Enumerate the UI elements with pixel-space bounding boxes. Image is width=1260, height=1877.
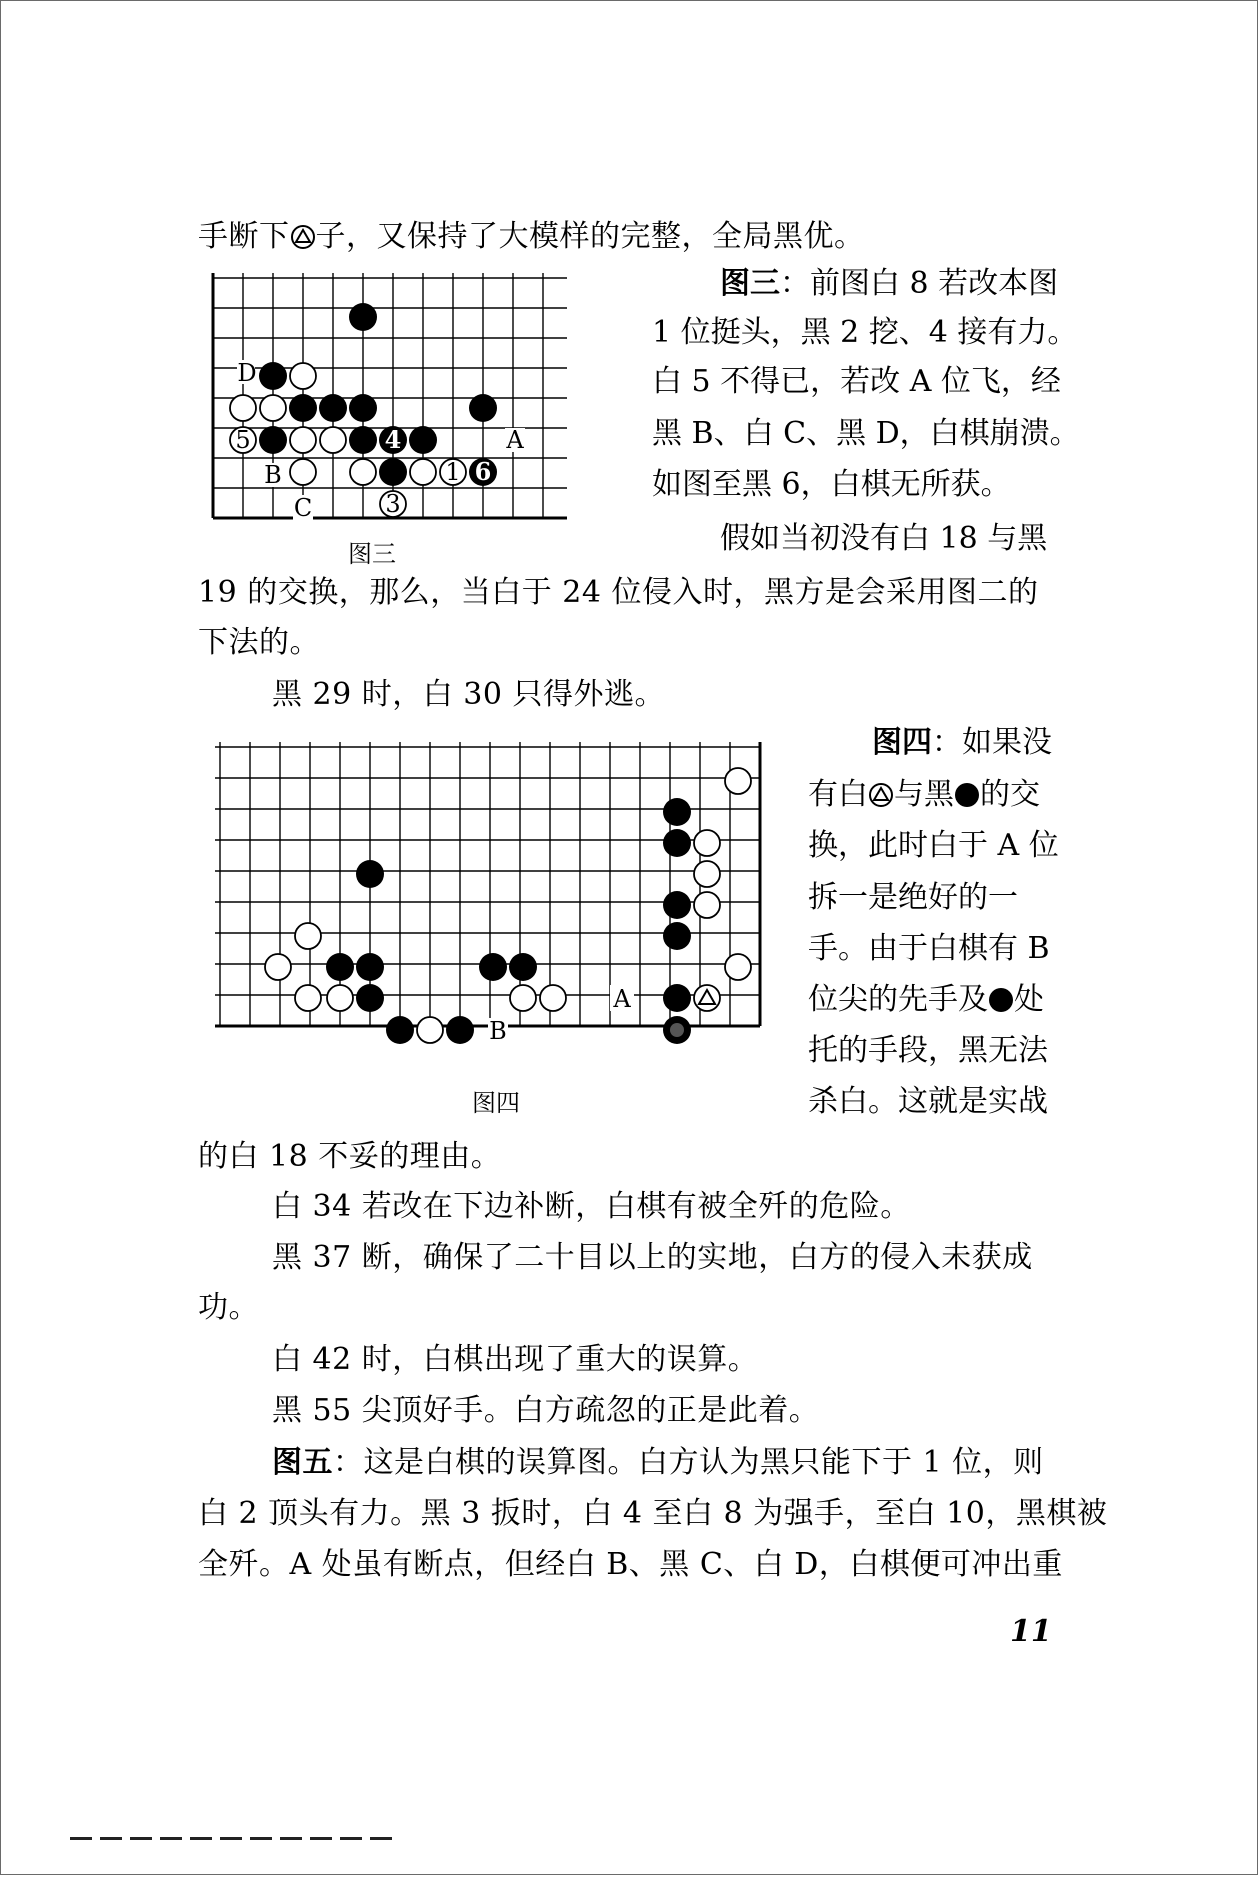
text-line-29: 黑 29 时，白 30 只得外逃。 [272,677,665,712]
fig3-white-stone [260,395,286,421]
fig4-black-stone [479,953,507,981]
fig4-white-stone [295,923,321,949]
fig4-white-stone [327,985,353,1011]
fig4-label-a: A [613,985,631,1013]
fig3-move-4-label: 4 [384,425,402,454]
go-diagram-fig3 [205,268,575,530]
fig3-text-4: 黑 B、白 C、黑 D，白棋崩溃。 [652,416,1080,451]
fig3-label-b: B [264,461,282,489]
text-line-34: 白 34 若改在下边补断，白棋有被全歼的危险。 [272,1189,911,1224]
text-line-37b: 功。 [198,1290,259,1325]
fig3-text-6: 假如当初没有白 18 与黑 [720,521,1048,556]
fig4-text-3: 换，此时白于 A 位 [808,828,1059,863]
page-number: 11 [1010,1614,1052,1649]
fig4-black-stone [663,829,691,857]
fig4-white-stone [694,861,720,887]
fig4-black-stone [386,1016,414,1044]
fig3-move-6-label: 6 [474,457,492,486]
fig4-white-stone [694,892,720,918]
fig3-text-3: 白 5 不得已，若改 A 位飞，经 [652,364,1061,399]
text-line-18: 的白 18 不妥的理由。 [198,1139,502,1174]
fig3-black-stone [379,458,407,486]
fig3-black-stone [349,394,377,422]
fig4-black-stone [356,860,384,888]
fig3-black-stone [349,426,377,454]
white-triangle-stone-icon [290,224,316,250]
fig3-black-stone [469,394,497,422]
fig3-caption: 图三 [348,540,396,568]
fig3-text-5: 如图至黑 6，白棋无所获。 [652,467,1011,502]
fig3-move-3-label: 3 [385,490,401,518]
fig4-white-stone [265,954,291,980]
fig3-black-stone [259,362,287,390]
fig3-black-stone [409,426,437,454]
fig4-text-8: 杀白。这就是实战 [808,1084,1048,1119]
fig3-label-d: D [237,359,257,387]
fig3-black-stone [259,426,287,454]
fig4-text-6: 位尖的先手及 处 [808,982,1044,1017]
fig3-black-stone [319,394,347,422]
text-line-37a: 黑 37 断，确保了二十目以上的实地，白方的侵入未获成 [272,1240,1033,1275]
fig4-label-b: B [489,1017,507,1045]
fig3-black-stone [289,394,317,422]
fig3-label-a: A [506,426,524,454]
fig4-black-stone [509,953,537,981]
fig3-white-stone [350,459,376,485]
fig4-black-stone [663,798,691,826]
text-line-fig5b: 白 2 顶头有力。黑 3 扳时，白 4 至白 8 为强手，至白 10，黑棋被 [198,1496,1108,1531]
fig4-text-7: 托的手段，黑无法 [808,1033,1048,1068]
fig4-text-2: 有白 与黑 的交 [808,777,1040,812]
fig4-white-stone [694,830,720,856]
fig3-black-stone [349,303,377,331]
fig4-black-stone [663,891,691,919]
fig4-black-stone [356,953,384,981]
text-line-19a: 19 的交换，那么，当白于 24 位侵入时，黑方是会采用图二的 [198,575,1039,610]
fig4-text-1: 图四：如果没 [872,725,1052,760]
text-line-fig5a: 图五：这是白棋的误算图。白方认为黑只能下于 1 位，则 [272,1445,1044,1480]
fig4-black-stone [663,984,691,1012]
fig3-white-stone [290,427,316,453]
fig4-white-stone [510,985,536,1011]
fig3-white-stone [410,459,436,485]
fig3-label-c: C [293,494,313,522]
fig4-grid [215,742,760,1026]
fig4-caption: 图四 [472,1089,520,1117]
fig3-move-1-label: 1 [445,458,461,486]
fig4-text-5: 手。由于白棋有 B [808,931,1050,966]
fig3-white-stone [320,427,346,453]
fig4-white-stone [540,985,566,1011]
black-stone-icon [988,987,1014,1013]
fig3-text-1: 图三：前图白 8 若改本图 [720,266,1059,301]
fig3-move-5-label: 5 [235,426,251,454]
text-line-fig5c: 全歼。A 处虽有断点，但经白 B、黑 C、白 D，白棋便可冲出重 [198,1547,1063,1582]
fig4-white-stone [725,768,751,794]
fig4-text-4: 拆一是绝好的一 [808,880,1018,915]
white-triangle-stone-icon [868,782,894,808]
fig3-white-stone [290,459,316,485]
text-line-42: 白 42 时，白棋出现了重大的误算。 [272,1342,759,1377]
text-line-55: 黑 55 尖顶好手。白方疏忽的正是此着。 [272,1393,820,1428]
scan-artifact-line [70,1837,400,1840]
fig3-white-stone [230,395,256,421]
fig4-black-stone [326,953,354,981]
fig4-black-stone [663,922,691,950]
fig4-white-stone [417,1017,443,1043]
text-line-19b: 下法的。 [198,625,320,660]
fig4-white-stone [725,954,751,980]
fig3-white-stone [290,363,316,389]
text-line-1: 手断下 子，又保持了大模样的完整，全局黑优。 [198,219,865,254]
fig3-text-2: 1 位挺头，黑 2 挖、4 接有力。 [652,315,1078,350]
fig4-black-stone [446,1016,474,1044]
black-stone-icon [954,782,980,808]
fig4-black-stone [356,984,384,1012]
go-diagram-fig4 [210,737,765,1062]
fig4-white-stone [295,985,321,1011]
